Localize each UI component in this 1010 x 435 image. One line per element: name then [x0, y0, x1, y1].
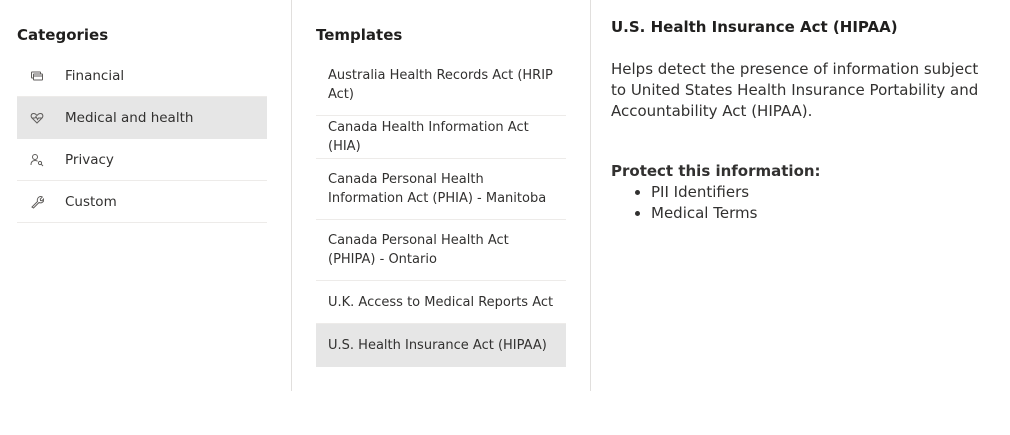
detail-description: Helps detect the presence of information subject to United States Health Insurance Portability and Accountability Act (HIPAA).	[611, 60, 979, 120]
categories-list	[17, 55, 267, 223]
protect-item: • PII Identifiers	[651, 182, 757, 203]
category-custom[interactable]	[17, 181, 267, 223]
credit-card-icon	[30, 69, 44, 83]
template-uk-medical-reports[interactable]: U.K. Access to Medical Reports Act	[316, 281, 566, 324]
protect-list	[611, 182, 757, 224]
template-canada-phipa-ontario[interactable]: Canada Personal Health Act (PHIPA) - Ontario	[316, 220, 566, 281]
categories-heading: Categories	[17, 26, 109, 44]
protect-heading: Protect this information:	[611, 162, 821, 180]
category-financial[interactable]	[17, 55, 267, 97]
template-australia-hrip[interactable]: Australia Health Records Act (HRIP Act)	[316, 55, 566, 116]
category-label: Custom	[65, 193, 117, 210]
template-us-hipaa[interactable]: U.S. Health Insurance Act (HIPAA)	[316, 324, 566, 367]
column-divider	[590, 0, 591, 391]
protect-item: • Medical Terms	[651, 203, 757, 224]
category-medical-and-health[interactable]	[17, 97, 267, 139]
templates-list	[316, 55, 566, 367]
person-key-icon	[30, 153, 44, 167]
template-canada-phia-manitoba[interactable]: Canada Personal Health Information Act (PHIA) - Manitoba	[316, 159, 566, 220]
category-label: Financial	[65, 67, 125, 84]
template-canada-hia[interactable]: Canada Health Information Act (HIA)	[316, 116, 566, 159]
category-label: Medical and health	[65, 109, 194, 126]
column-divider	[291, 0, 292, 391]
category-privacy[interactable]	[17, 139, 267, 181]
templates-heading: Templates	[316, 26, 403, 44]
category-label: Privacy	[65, 151, 114, 168]
heart-pulse-icon	[30, 111, 44, 125]
detail-title: U.S. Health Insurance Act (HIPAA)	[611, 18, 898, 36]
wrench-icon	[30, 195, 44, 209]
